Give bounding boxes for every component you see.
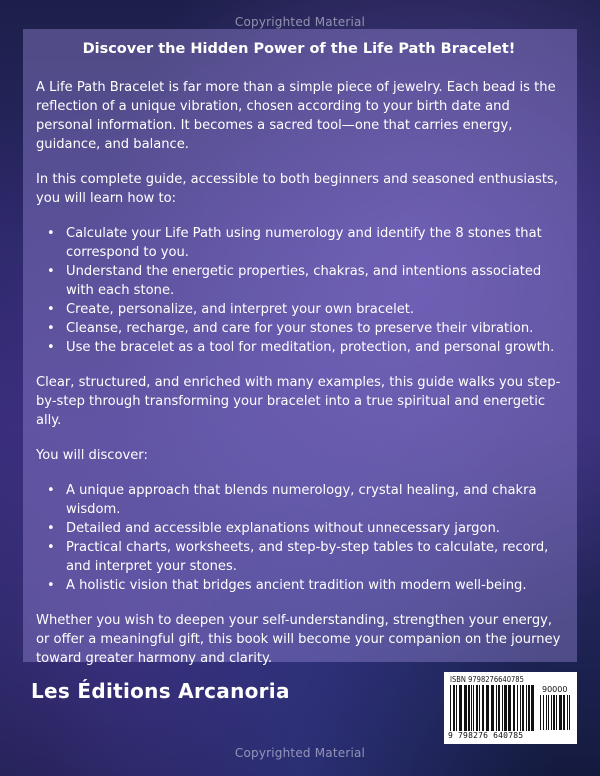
list-item: • Cleanse, recharge, and care for your stones to preserve their vibration.: [47, 321, 534, 336]
list-item: • Use the bracelet as a tool for meditation, protection, and personal growth.: [47, 340, 555, 355]
guide-paragraph: In this complete guide, accessible to both beginners and seasoned enthusiasts, you will learn how to:: [36, 172, 558, 206]
list-item: • Detailed and accessible explanations without unnecessary jargon.: [47, 521, 500, 536]
discover-heading: You will discover:: [36, 448, 148, 463]
barcode-bar: [471, 685, 472, 731]
barcode-bar: [546, 695, 547, 730]
barcode-bar: [556, 695, 557, 730]
barcode-bar: [528, 685, 530, 731]
barcode-bar: [548, 695, 549, 730]
barcode-bar: [496, 685, 497, 731]
list-item: • Create, personalize, and interpret your own bracelet.: [47, 302, 415, 317]
barcode-bar: [567, 695, 568, 730]
barcode-bar: [551, 695, 552, 730]
bullet-icon: •: [47, 540, 55, 555]
description-panel: [23, 29, 577, 666]
closing-paragraph: Whether you wish to deepen your self-understanding, strengthen your energy, or offer a meaningful gift, this book will become your companion on the journey toward greater harmony and clarity.: [36, 613, 561, 666]
barcode-bar: [502, 685, 503, 731]
barcode-bar: [540, 695, 541, 730]
barcode-bar: [543, 695, 544, 730]
barcode-bar: [450, 685, 451, 731]
isbn-digits: 9 798276 640785: [448, 731, 524, 740]
barcode-bar: [526, 685, 527, 731]
list-item: • A holistic vision that bridges ancient tradition with modern well-being.: [47, 578, 527, 593]
barcode-bar: [517, 685, 518, 731]
barcode-bar: [498, 685, 500, 731]
panel-title: Discover the Hidden Power of the Life Path Bracelet!: [82, 41, 516, 57]
barcode-bar: [456, 685, 457, 731]
publisher-name: Les Éditions Arcanoria: [31, 679, 290, 703]
barcode-bar: [522, 685, 524, 731]
barcode-bar: [486, 685, 489, 731]
barcode-bar: [479, 685, 480, 731]
isbn-label: ISBN 9798276640785: [450, 675, 524, 684]
barcode-bar: [553, 695, 555, 730]
bullet-icon: •: [47, 578, 55, 593]
price-barcode-icon: [540, 695, 572, 730]
bullet-icon: •: [47, 264, 55, 279]
bullet-icon: •: [47, 302, 55, 317]
list-item: • Practical charts, worksheets, and step-by-step tables to calculate, record, and interpret your stones.: [47, 540, 549, 574]
barcode-bar: [473, 685, 474, 731]
list-item: • Calculate your Life Path using numerology and identify the 8 stones that correspond to you.: [47, 226, 542, 260]
bullet-icon: •: [47, 226, 55, 241]
barcode-bar: [491, 685, 494, 731]
barcode-icon: [450, 685, 536, 731]
barcode-bar: [569, 695, 570, 730]
barcode-bar: [531, 685, 534, 731]
list-item: • A unique approach that blends numerology, crystal healing, and chakra wisdom.: [47, 483, 537, 517]
barcode-bar: [464, 685, 467, 731]
watermark-top: Copyrighted Material: [234, 15, 366, 29]
barcode-bar: [559, 695, 562, 730]
bullet-icon: •: [47, 340, 55, 355]
barcode-bar: [453, 685, 455, 731]
barcode-box: [444, 672, 577, 744]
barcode-bar: [508, 685, 511, 731]
intro-paragraph: A Life Path Bracelet is far more than a simple piece of jewelry. Each bead is the reflection of a unique vibration, chosen according to your birth date and personal information. It becomes a sacred tool—one that carries energy, guidance, and balance.: [36, 80, 556, 152]
discover-list: [36, 481, 562, 595]
price-code: 90000: [542, 685, 568, 694]
bullet-icon: •: [47, 321, 55, 336]
barcode-bar: [513, 685, 515, 731]
barcode-bar: [459, 685, 462, 731]
barcode-bar: [476, 685, 478, 731]
barcode-bar: [468, 685, 470, 731]
barcode-bar: [482, 685, 484, 731]
barcode-bar: [520, 685, 521, 731]
bullet-icon: •: [47, 483, 55, 498]
learn-list: [36, 224, 562, 357]
bullet-icon: •: [47, 521, 55, 536]
clear-paragraph: Clear, structured, and enriched with many examples, this guide walks you step-by-step through transforming your bracelet into a true spiritual and energetic ally.: [36, 375, 561, 428]
barcode-bar: [563, 695, 565, 730]
list-item: • Understand the energetic properties, chakras, and intentions associated with each stone.: [47, 264, 542, 298]
barcode-bar: [504, 685, 507, 731]
watermark-bottom: Copyrighted Material: [234, 746, 366, 760]
